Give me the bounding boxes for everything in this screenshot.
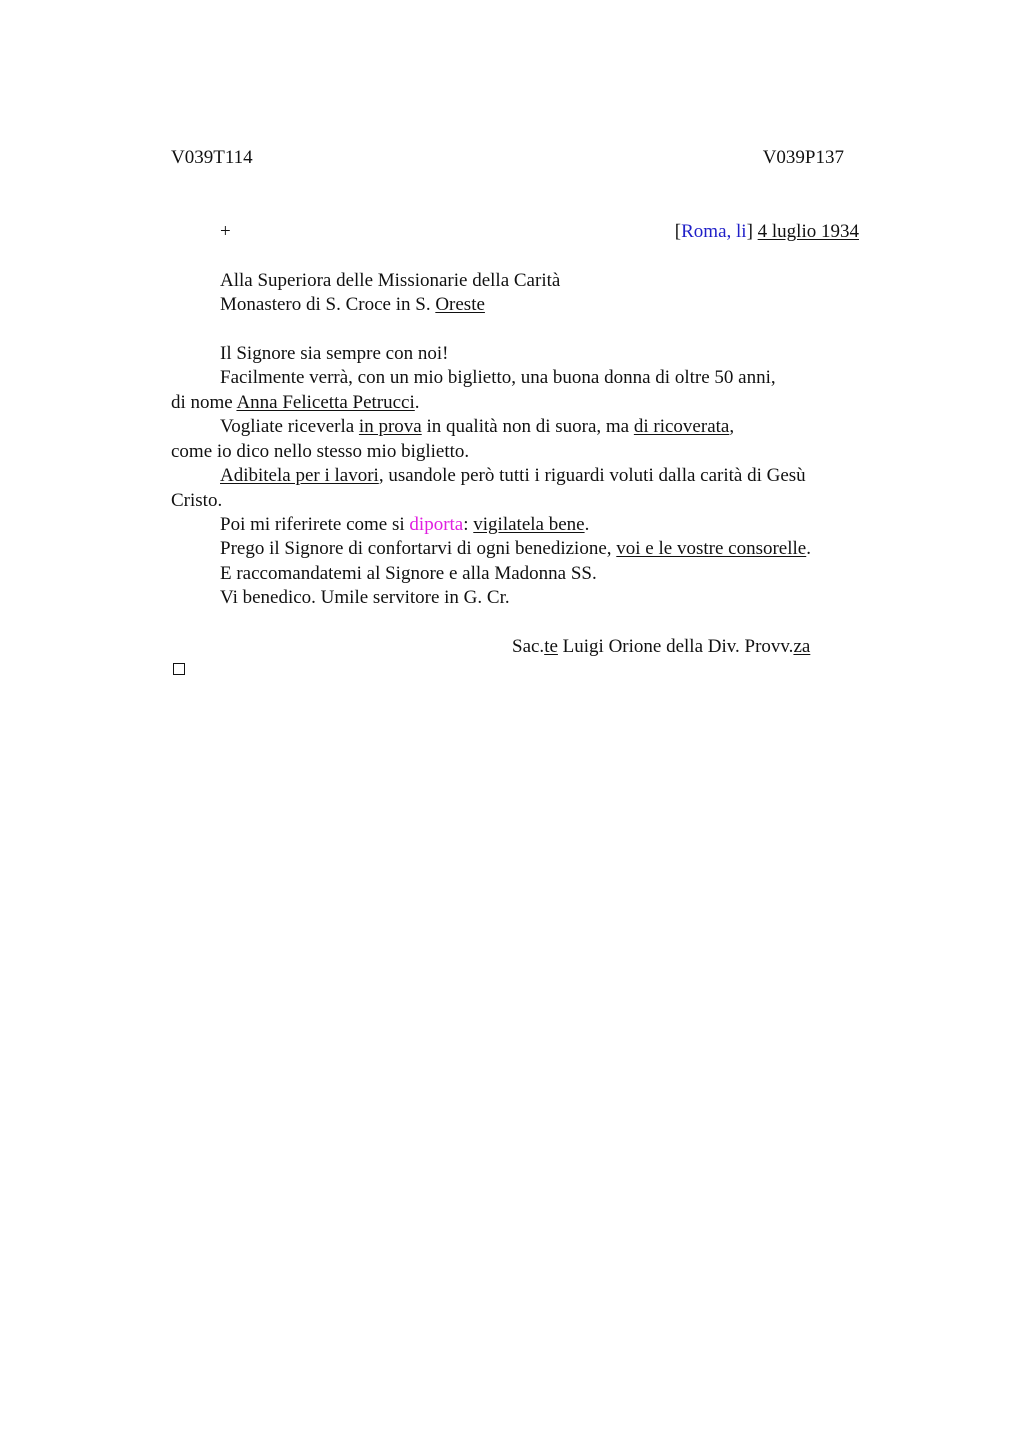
p6-c: . [806, 538, 811, 559]
person-name: Anna Felicetta Petrucci [236, 392, 415, 413]
sig-za: za [793, 636, 811, 657]
address-line-1: Alla Superiora delle Missionarie della Carità [220, 270, 561, 291]
end-box-icon [173, 663, 185, 675]
address-line-2 [220, 293, 485, 317]
signature [512, 635, 810, 659]
p5-c: : [463, 514, 474, 535]
sig-te: te [544, 636, 558, 657]
body-line-2: Facilmente verrà, con un mio biglietto, una buona donna di oltre 50 anni, [220, 367, 776, 388]
p3-e: , [729, 416, 735, 437]
body-line-7: Cristo. [171, 490, 223, 511]
p6-a: Prego il Signore di confortarvi di ogni benedizione, [220, 538, 617, 559]
p5-e: . [584, 514, 590, 535]
p5-a: Poi mi riferirete come si [220, 514, 410, 535]
p5-diporta: diporta [409, 514, 464, 535]
p3-in-prova: in prova [358, 416, 422, 437]
sig-a: Sac. [512, 636, 545, 657]
address-place: Oreste [435, 294, 485, 315]
body-line-greeting: Il Signore sia sempre con noi! [220, 343, 449, 364]
dateline-place: Roma, li [681, 221, 747, 242]
p4-adibitela: Adibitela per i lavori [220, 465, 379, 486]
sig-c: Luigi Orione della Div. Provv. [557, 636, 794, 657]
name-prefix: di nome [171, 392, 237, 413]
p3-a: Vogliate riceverla [220, 416, 359, 437]
dateline [675, 220, 859, 244]
address-line-2-prefix: Monastero di S. Croce in S. [220, 294, 436, 315]
header-left-code: V039T114 [171, 147, 253, 168]
p5-vigilatela: vigilatela bene [473, 514, 585, 535]
dateline-date: 4 luglio 1934 [757, 221, 859, 242]
cross-mark: + [220, 221, 231, 242]
p6-consorelle: voi e le vostre consorelle [616, 538, 807, 559]
p3-ricoverata: di ricoverata [633, 416, 730, 437]
header-right-code: V039P137 [762, 147, 844, 168]
name-suffix: . [414, 392, 420, 413]
bracket-close: ] [746, 221, 753, 242]
body-line-9 [220, 537, 811, 561]
body-line-3 [171, 391, 420, 415]
body-line-8 [220, 513, 589, 537]
body-line-11: Vi benedico. Umile servitore in G. Cr. [220, 587, 510, 608]
body-line-4 [220, 415, 734, 439]
p3-c: in qualità non di suora, ma [421, 416, 634, 437]
body-line-6 [220, 464, 806, 488]
bracket-open: [ [674, 221, 682, 242]
body-line-5: come io dico nello stesso mio biglietto. [171, 441, 470, 462]
body-line-10: E raccomandatemi al Signore e alla Madonna SS. [220, 563, 597, 584]
p4-b: , usandole però tutti i riguardi voluti dalla carità di Gesù [378, 465, 806, 486]
